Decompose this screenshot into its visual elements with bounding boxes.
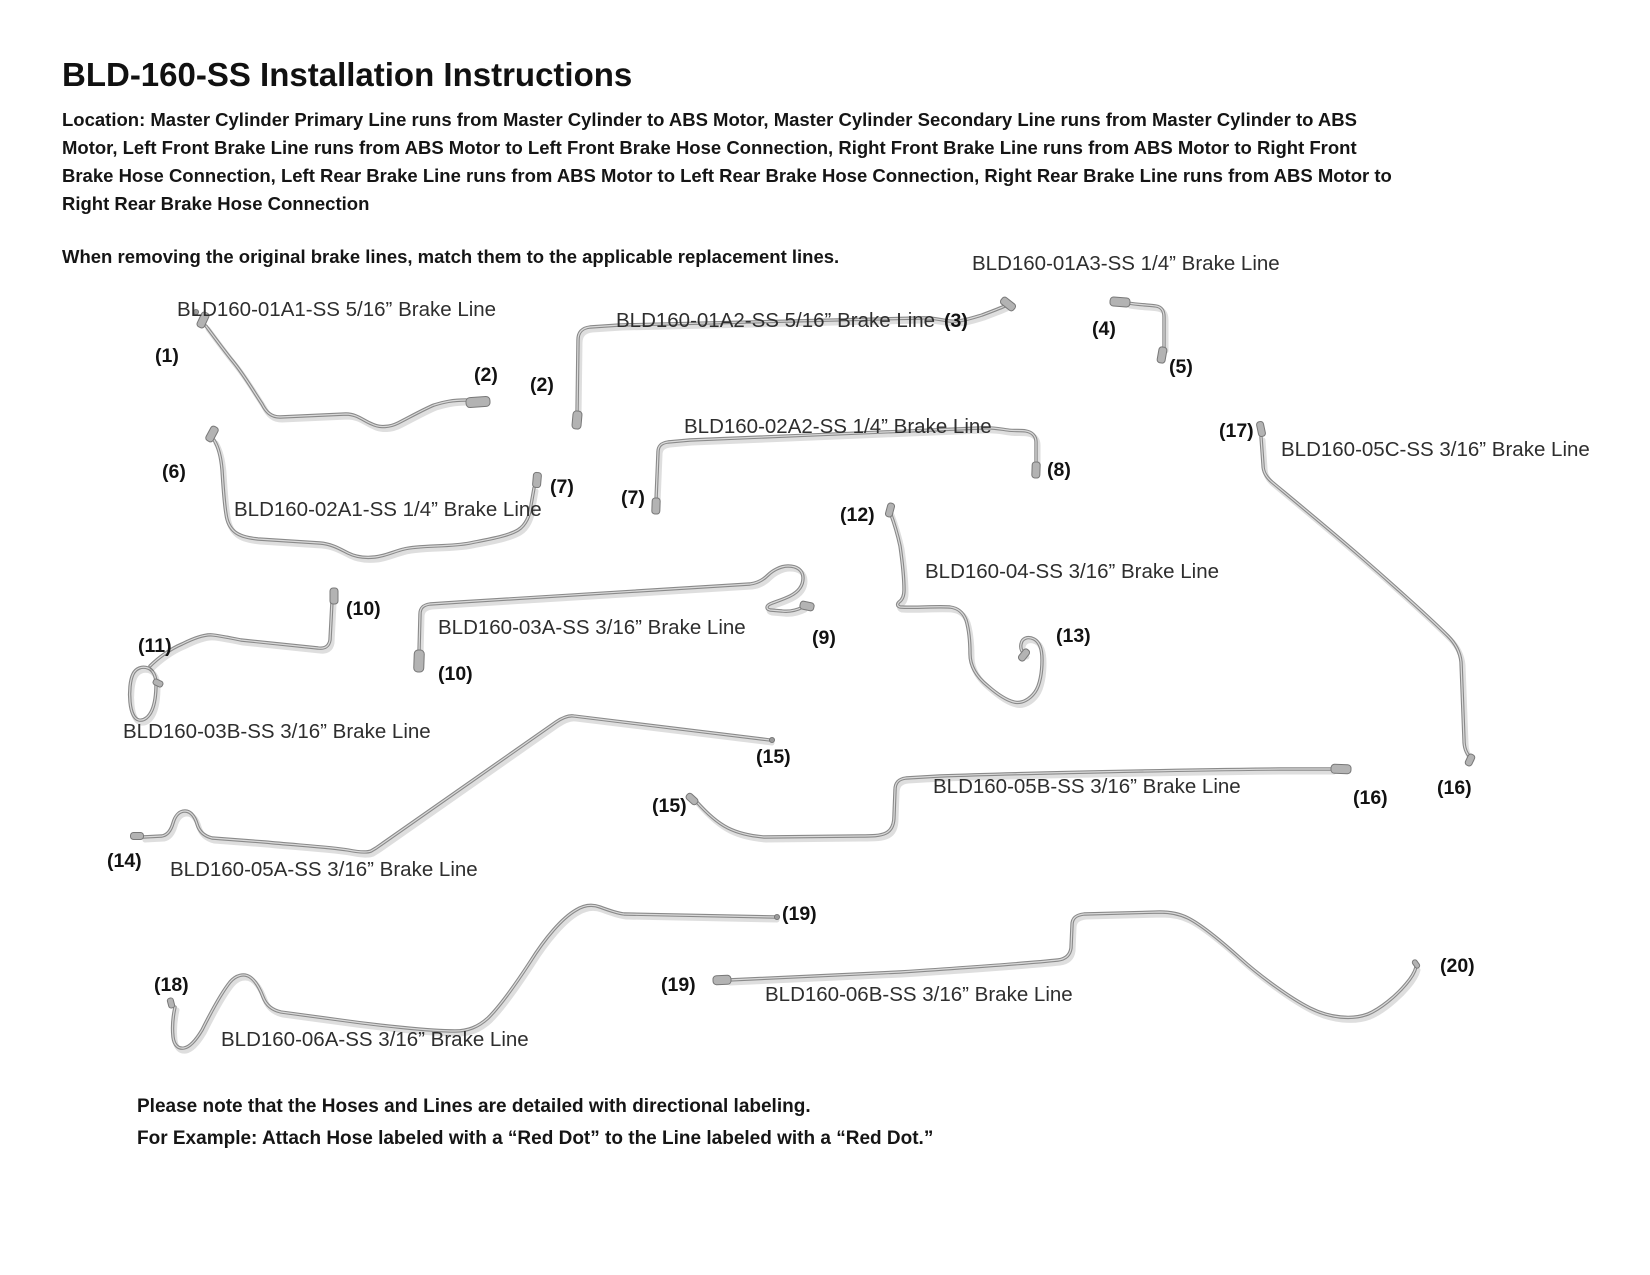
tube-fitting bbox=[152, 678, 164, 688]
label-bld160-01a3: BLD160-01A3-SS 1/4” Brake Line bbox=[972, 252, 1280, 275]
marker-12: (12) bbox=[840, 504, 875, 526]
marker-10b: (10) bbox=[438, 663, 473, 685]
marker-7b: (7) bbox=[621, 487, 645, 509]
marker-8: (8) bbox=[1047, 459, 1071, 481]
location-paragraph bbox=[62, 106, 1392, 218]
tube-end-nub bbox=[774, 914, 779, 919]
marker-18: (18) bbox=[154, 974, 189, 996]
label-bld160-05a: BLD160-05A-SS 3/16” Brake Line bbox=[170, 858, 478, 881]
footer-note-line-2: For Example: Attach Hose labeled with a “Red Dot” to the Line labeled with a “Red Dot.” bbox=[137, 1128, 934, 1149]
tube-fitting bbox=[1411, 959, 1420, 969]
marker-15a: (15) bbox=[756, 746, 791, 768]
brake-line-02a2-drawing bbox=[652, 428, 1041, 514]
tube-fitting bbox=[466, 396, 491, 408]
marker-20: (20) bbox=[1440, 955, 1475, 977]
label-bld160-05b: BLD160-05B-SS 3/16” Brake Line bbox=[933, 775, 1241, 798]
page-title: BLD-160-SS Installation Instructions bbox=[62, 56, 633, 93]
marker-16a: (16) bbox=[1353, 787, 1388, 809]
marker-4: (4) bbox=[1092, 318, 1116, 340]
marker-7a: (7) bbox=[550, 476, 574, 498]
tube-fitting bbox=[1331, 764, 1351, 774]
tube-fitting bbox=[1110, 297, 1131, 307]
tube-fitting bbox=[532, 472, 541, 488]
tube-fitting bbox=[1256, 421, 1266, 437]
brake-line-01a3-drawing bbox=[1110, 297, 1168, 364]
match-note: When removing the original brake lines, match them to the applicable replacement lines. bbox=[62, 246, 840, 267]
marker-2a: (2) bbox=[474, 364, 498, 386]
marker-15b: (15) bbox=[652, 795, 687, 817]
label-bld160-06a: BLD160-06A-SS 3/16” Brake Line bbox=[221, 1028, 529, 1051]
tube-fitting bbox=[713, 975, 731, 985]
brake-line-02a1-drawing bbox=[205, 425, 542, 560]
marker-14: (14) bbox=[107, 850, 142, 872]
marker-16b: (16) bbox=[1437, 777, 1472, 799]
tube-fitting bbox=[1017, 648, 1031, 663]
label-bld160-03a: BLD160-03A-SS 3/16” Brake Line bbox=[438, 616, 746, 639]
location-line-1: Location: Master Cylinder Primary Line runs from Master Cylinder to ABS Motor, Master Cylinder Secondary Line runs from Master Cylinder to ABS bbox=[62, 109, 1357, 130]
marker-17: (17) bbox=[1219, 420, 1254, 442]
tube-fitting bbox=[685, 792, 699, 806]
label-bld160-01a1: BLD160-01A1-SS 5/16” Brake Line bbox=[177, 298, 497, 321]
marker-9: (9) bbox=[812, 627, 836, 649]
tube-fitting bbox=[330, 588, 338, 604]
brake-line-05c-drawing bbox=[1256, 421, 1476, 767]
marker-3: (3) bbox=[944, 310, 968, 332]
brake-line-04-drawing bbox=[885, 502, 1044, 705]
tube-fitting bbox=[572, 411, 583, 430]
tube-fitting bbox=[1032, 462, 1041, 478]
tube-end-nub bbox=[769, 737, 774, 742]
label-bld160-06b: BLD160-06B-SS 3/16” Brake Line bbox=[765, 983, 1073, 1006]
label-bld160-03b: BLD160-03B-SS 3/16” Brake Line bbox=[123, 720, 431, 743]
tube-fitting bbox=[167, 997, 175, 1008]
location-line-3: Brake Hose Connection, Left Rear Brake Line runs from ABS Motor to Left Rear Brake Hose Connection, Right Rear Brake Line runs from ABS Motor to bbox=[62, 165, 1392, 186]
marker-19b: (19) bbox=[661, 974, 696, 996]
location-line-2: Motor, Left Front Brake Line runs from ABS Motor to Left Front Brake Hose Connection, Right Front Brake Line runs from ABS Motor to Right Front bbox=[62, 137, 1357, 158]
location-line-4: Right Rear Brake Hose Connection bbox=[62, 193, 370, 214]
tube-fitting bbox=[652, 498, 661, 514]
tube-fitting bbox=[131, 833, 144, 840]
label-bld160-02a2: BLD160-02A2-SS 1/4” Brake Line bbox=[684, 415, 992, 438]
marker-6: (6) bbox=[162, 461, 186, 483]
marker-19a: (19) bbox=[782, 903, 817, 925]
marker-5: (5) bbox=[1169, 356, 1193, 378]
marker-11: (11) bbox=[138, 635, 172, 657]
marker-13: (13) bbox=[1056, 625, 1091, 647]
tube-fitting bbox=[205, 425, 220, 443]
label-bld160-01a2: BLD160-01A2-SS 5/16” Brake Line bbox=[616, 309, 936, 332]
tube-fitting bbox=[414, 650, 425, 672]
footer-note-line-1: Please note that the Hoses and Lines are detailed with directional labeling. bbox=[137, 1096, 811, 1117]
label-bld160-05c: BLD160-05C-SS 3/16” Brake Line bbox=[1281, 438, 1590, 461]
tube-fitting bbox=[1157, 346, 1168, 363]
label-bld160-02a1: BLD160-02A1-SS 1/4” Brake Line bbox=[234, 498, 542, 521]
marker-10a: (10) bbox=[346, 598, 381, 620]
label-bld160-04: BLD160-04-SS 3/16” Brake Line bbox=[925, 560, 1220, 583]
brake-line-01a1-drawing bbox=[193, 309, 490, 429]
marker-1: (1) bbox=[155, 345, 179, 367]
marker-2b: (2) bbox=[530, 374, 554, 396]
